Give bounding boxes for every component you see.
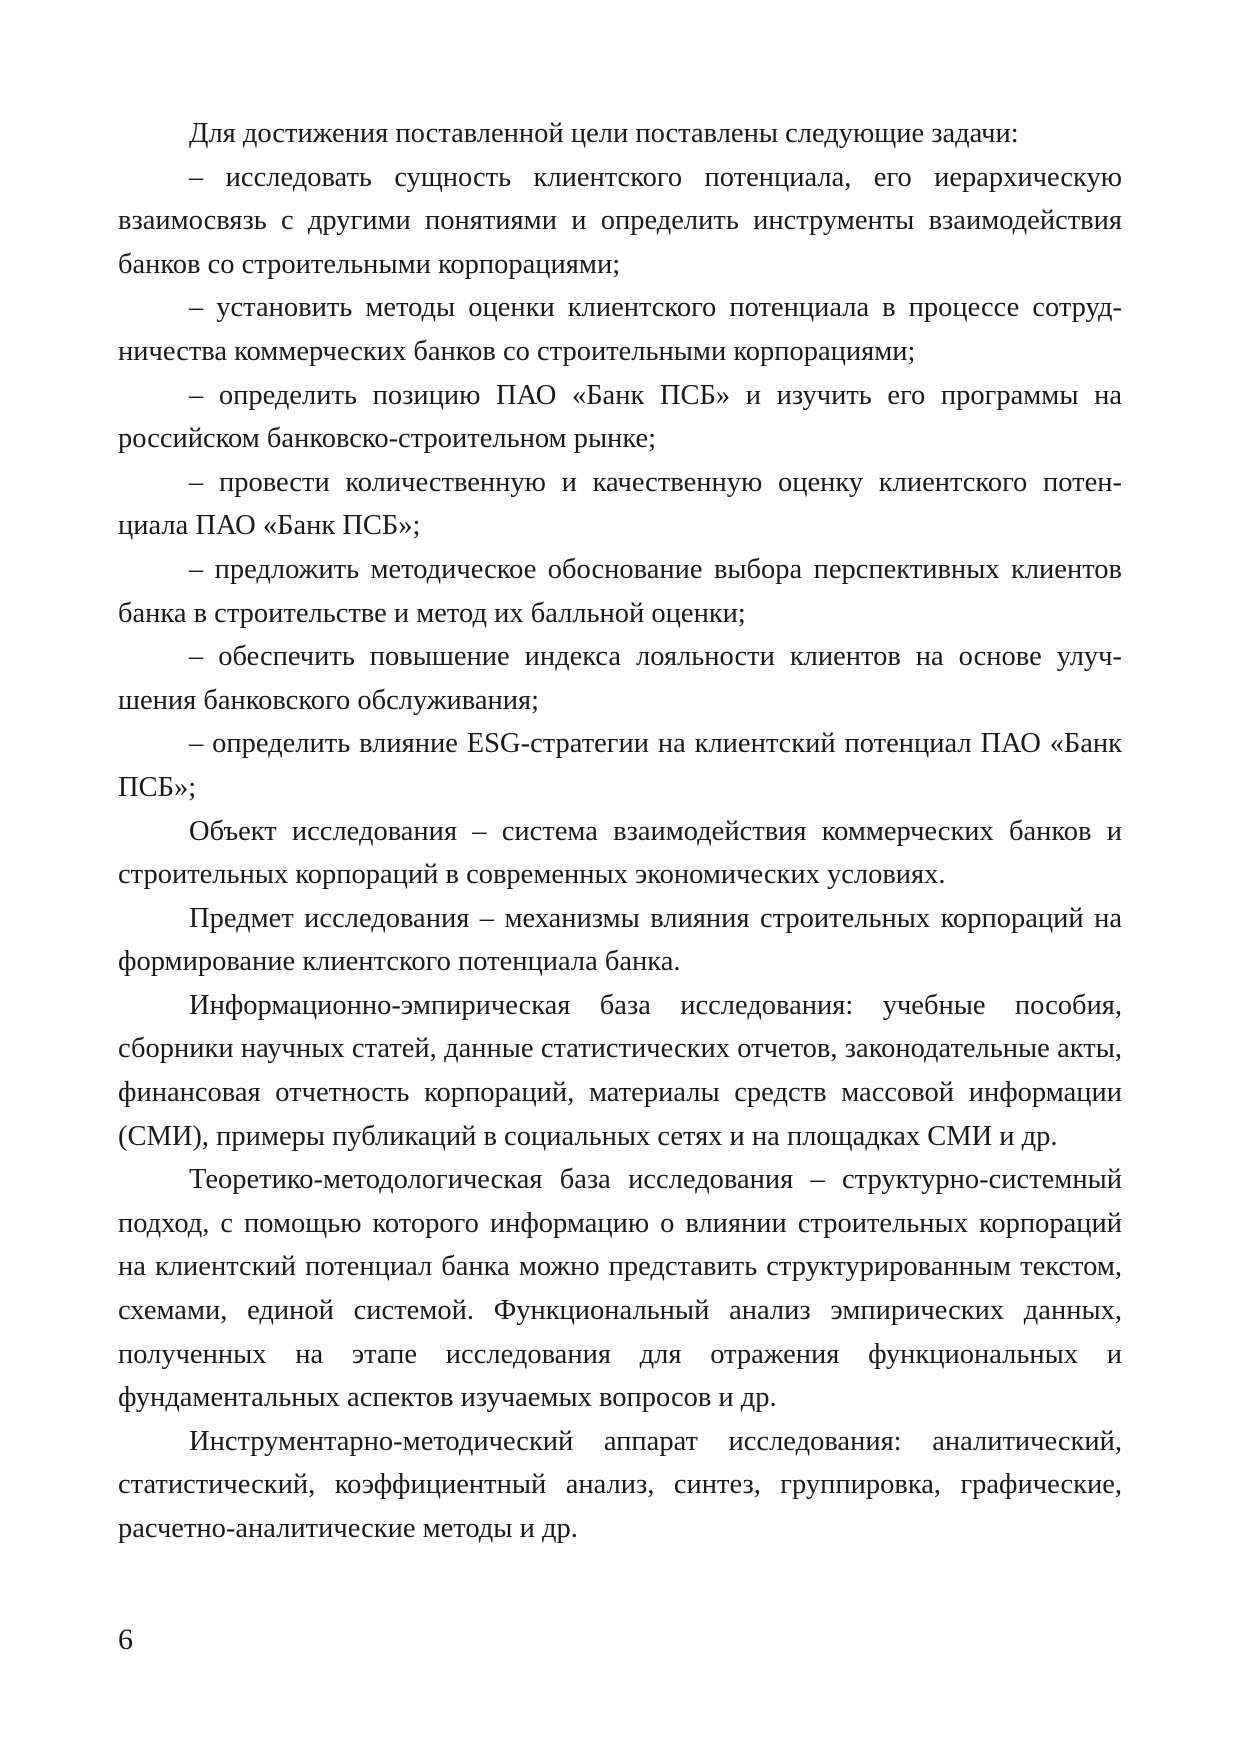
paragraph-task-2: – установить методы оценки клиентского потенциала в процессе сотрудничества коммерческих банков со строительными корпорациями; xyxy=(118,292,1122,367)
paragraph-task-5: – предложить методическое обоснование выбора перспективных клиентов банка в строительстве и метод их балльной оценки; xyxy=(118,553,1122,629)
page-body xyxy=(118,112,1122,1551)
paragraph-methodological-base: Теоретико-методологическая база исследования – структурно-системный подход, с помощью которого информацию о влиянии строительных корпораций на клиентский потенциал банка можно представить структурированным текстом, схемами, единой системой. Функциональный анализ эмпирических данных, полученных на этапе исследования для отражения функциональных и фундаментальных аспектов изучаемых вопросов и др. xyxy=(118,1164,1122,1414)
paragraph-research-subject: Предмет исследования – механизмы влияния строительных корпораций на формирование клиентского потенциала банка. xyxy=(118,902,1122,978)
paragraph-task-6: – обеспечить повышение индекса лояльности клиентов на основе улучшения банковского обслуживания; xyxy=(118,641,1122,716)
paragraph-tasks-intro: Для достижения поставленной цели поставлены следующие задачи: xyxy=(189,118,1019,149)
page-number: 6 xyxy=(118,1623,133,1656)
paragraph-empirical-base: Информационно-эмпирическая база исследования: учебные пособия, сборники научных статей, данные статистических отчетов, законодательные акты, финансовая отчетность корпораций, материалы средств массовой информации (СМИ), примеры публикаций в социальных сетях и на площадках СМИ и др. xyxy=(118,989,1122,1152)
paragraph-task-1: – исследовать сущность клиентского потенциала, его иерархическую взаимосвязь с другими понятиями и определить инструменты взаимодействия банков со строительными корпорациями; xyxy=(118,161,1122,280)
paragraph-research-object: Объект исследования – система взаимодействия коммерческих банков и строительных корпораций в современных экономических условиях. xyxy=(118,815,1122,891)
paragraph-research-methods: Инструментарно-методический аппарат исследования: аналитический, статистический, коэффициентный анализ, синтез, группировка, графические, расчетно-аналитические методы и др. xyxy=(118,1425,1122,1544)
paragraph-task-7: – определить влияние ESG-стратегии на клиентский потенциал ПАО «Банк ПСБ»; xyxy=(118,728,1122,803)
paragraph-task-3: – определить позицию ПАО «Банк ПСБ» и изучить его программы на российском банковско-строительном рынке; xyxy=(118,379,1122,455)
paragraph-task-4: – провести количественную и качественную оценку клиентского потенциала ПАО «Банк ПСБ»; xyxy=(118,466,1122,542)
